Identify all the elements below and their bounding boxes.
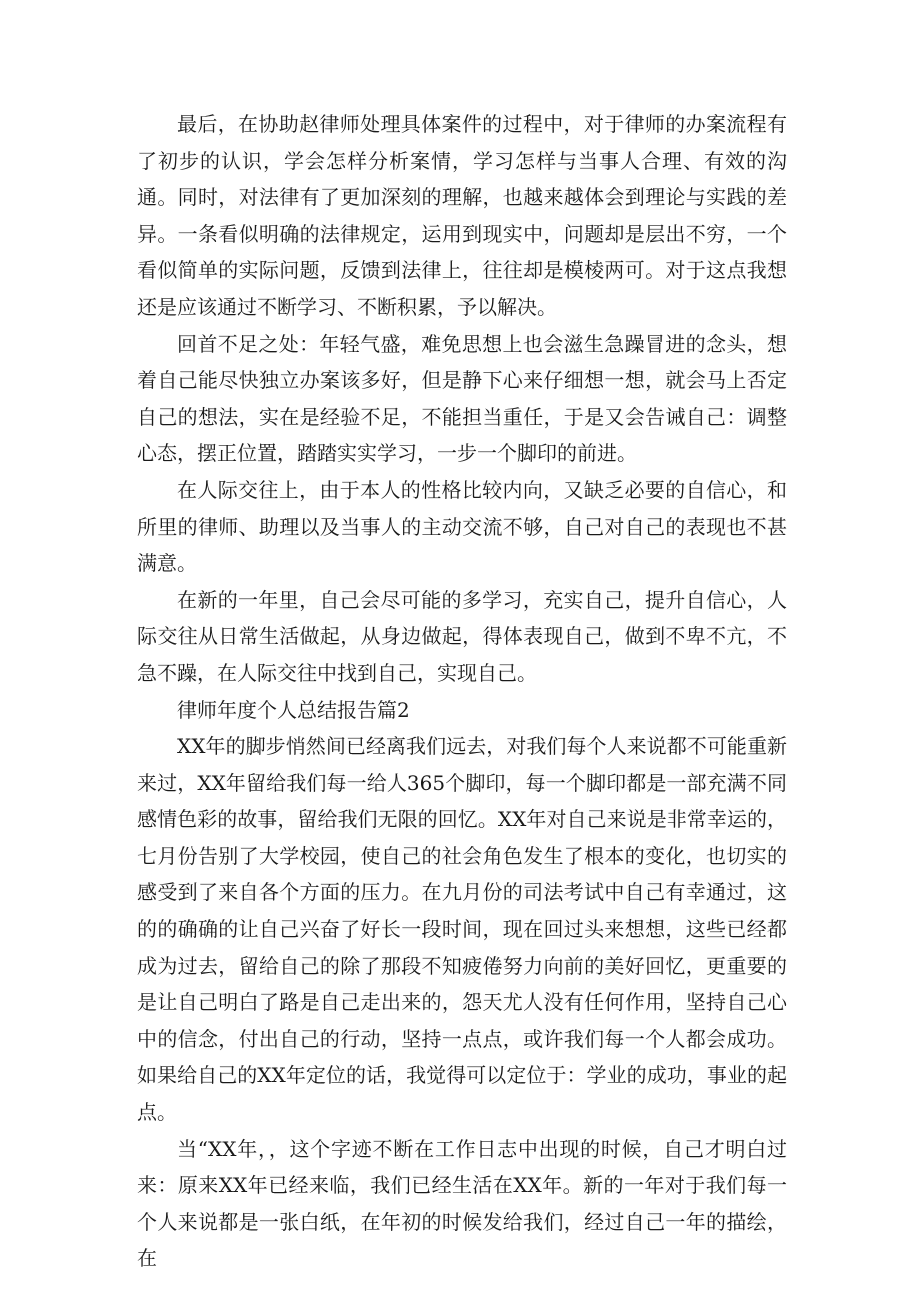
paragraph: 在新的一年里，自己会尽可能的多学习，充实自己，提升自信心，人际交往从日常生活做起，从身边做起，得体表现自己，做到不卑不亢，不急不躁，在人际交往中找到自己，实现自己。 — [137, 587, 787, 685]
paragraph: 在人际交往上，由于本人的性格比较内向，又缺乏必要的自信心，和所里的律师、助理以及当事人的主动交流不够，自己对自己的表现也不甚满意。 — [137, 477, 787, 576]
document-page — [137, 106, 787, 1277]
paragraph: 回首不足之处：年轻气盛，难免思想上也会滋生急躁冒进的念头，想着自己能尽快独立办案该多好，但是静下心来仔细想一想，就会马上否定自己的想法，实在是经验不足，不能担当重任，于是又会告诫自己：调整心态，摆正位置，踏踏实实学习，一步一个脚印的前进。 — [137, 331, 787, 466]
paragraph: XX年的脚步悄然间已经离我们远去，对我们每个人来说都不可能重新来过，XX年留给我们每一给人365个脚印，每一个脚印都是一部充满不同感情色彩的故事，留给我们无限的回忆。XX年对自己来说是非常幸运的，七月份告别了大学校园，使自己的社会角色发生了根本的变化，也切实的感受到了来自各个方面的压力。在九月份的司法考试中自己有幸通过，这的的确确的让自己兴奋了好长一段时间，现在回过头来想想，这些已经都成为过去，留给自己的除了那段不知疲倦努力向前的美好回忆，更重要的是让自己明白了路是自己走出来的，怨天尤人没有任何作用，坚持自己心中的信念，付出自己的行动，坚持一点点，或许我们每一个人都会成功。如果给自己的XX年定位的话，我觉得可以定位于：学业的成功，事业的起点。 — [137, 734, 787, 1125]
paragraph: 当“XX年，，这个字迹不断在工作日志中出现的时候，自己才明白过来：原来XX年已经来临，我们已经生活在XX年。新的一年对于我们每一个人来说都是一张白纸，在年初的时候发给我们，经过自己一年的描绘，在 — [137, 1136, 787, 1271]
section-heading: 律师年度个人总结报告篇2 — [177, 697, 410, 722]
paragraph: 最后，在协助赵律师处理具体案件的过程中，对于律师的办案流程有了初步的认识，学会怎样分析案情，学习怎样与当事人合理、有效的沟通。同时，对法律有了更加深刻的理解，也越来越体会到理论与实践的差异。一条看似明确的法律规定，运用到现实中，问题却是层出不穷，一个看似简单的实际问题，反馈到法律上，往往却是模棱两可。对于这点我想还是应该通过不断学习、不断积累，予以解决。 — [137, 112, 787, 319]
